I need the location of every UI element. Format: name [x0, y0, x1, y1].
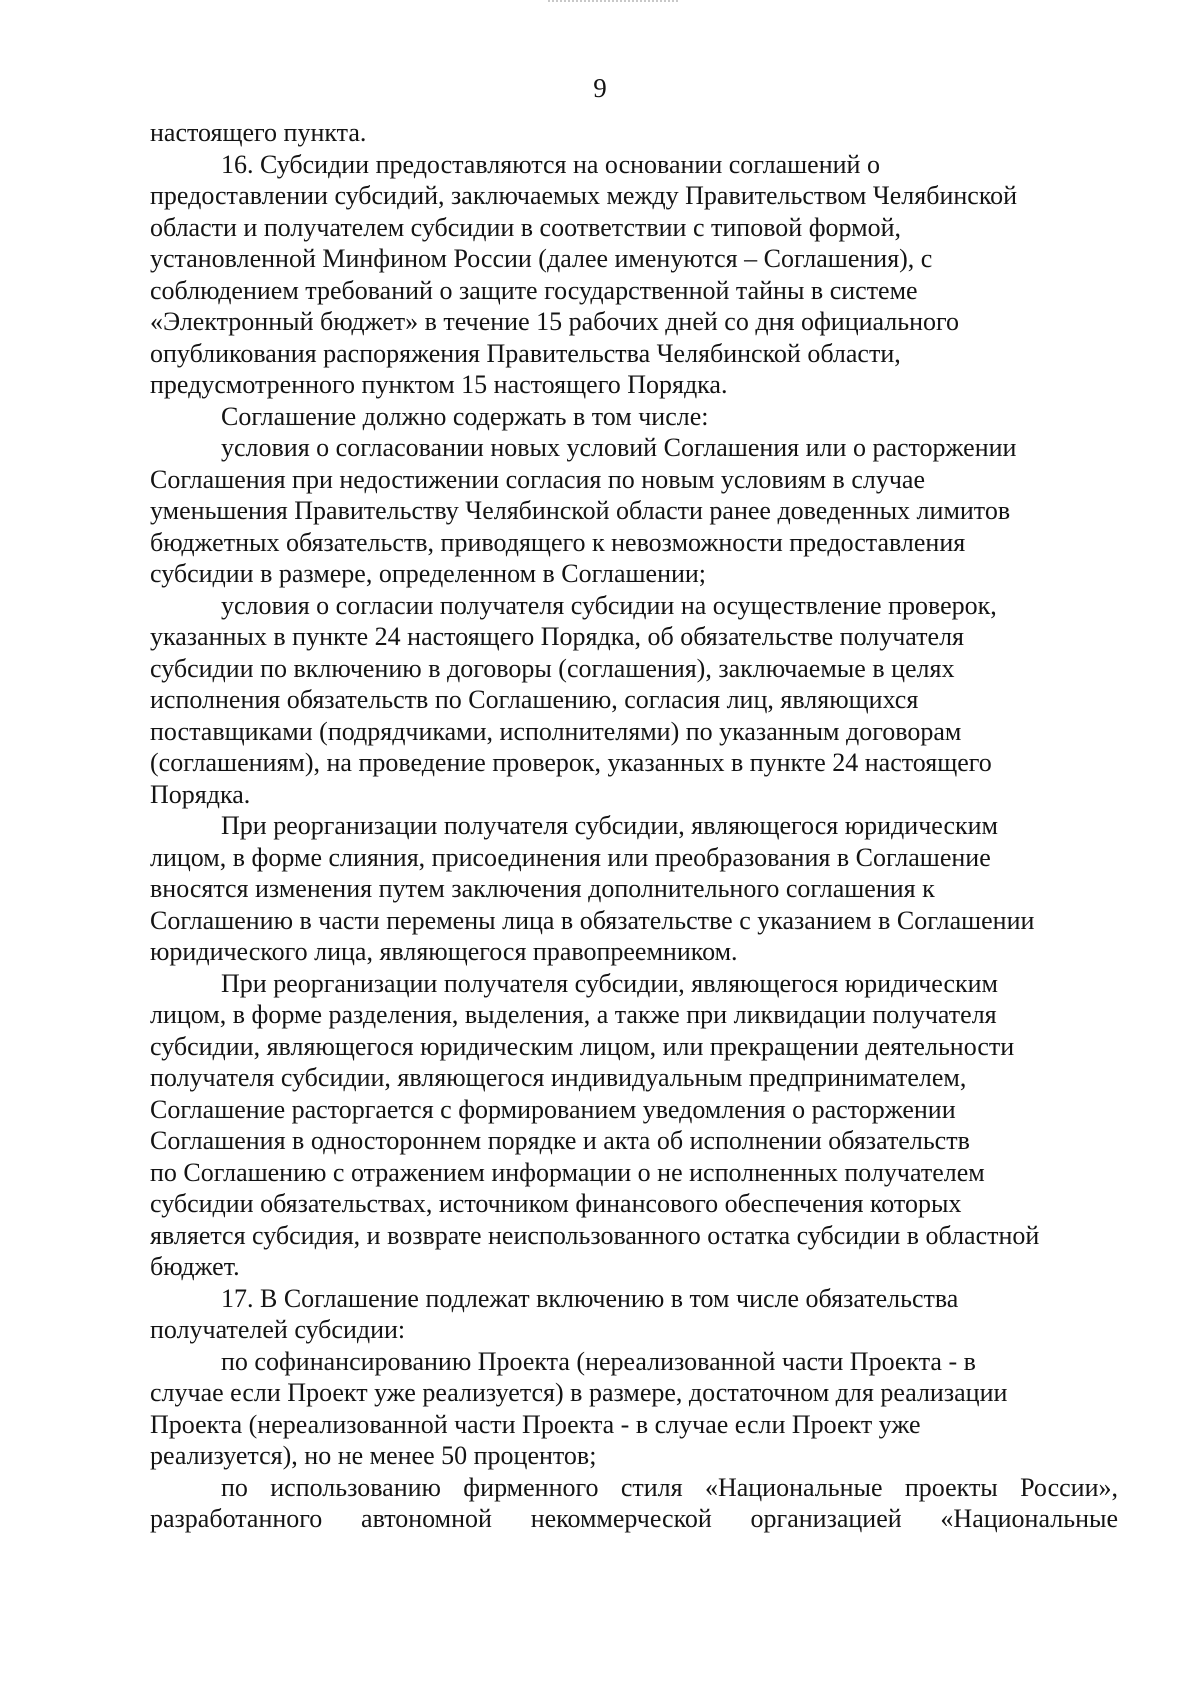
paragraph [150, 117, 1118, 149]
text-line: опубликования распоряжения Правительства Челябинской области, [150, 338, 901, 368]
text-line: 16. Субсидии предоставляются на основании соглашений о [221, 149, 880, 179]
text-line: поставщиками (подрядчиками, исполнителями) по указанным договорам [150, 716, 962, 746]
text-line: «Электронный бюджет» в течение 15 рабочих дней со дня официального [150, 307, 960, 336]
paragraph [150, 432, 1118, 590]
text-line: (соглашениям), на проведение проверок, указанных в пункте 24 настоящего [150, 748, 992, 777]
text-line: При реорганизации получателя субсидии, являющегося юридическим [221, 968, 998, 998]
text-line: субсидии по включению в договоры (соглашения), заключаемые в целях [150, 653, 955, 683]
paragraph [150, 401, 1118, 433]
text-line: При реорганизации получателя субсидии, являющегося юридическим [221, 811, 998, 840]
text-line: установленной Минфином России (далее именуются – Соглашения), с [150, 244, 933, 273]
text-line: Соглашения при недостижении согласия по новым условиям в случае [150, 464, 925, 494]
text-line: субсидии в размере, определенном в Соглашении; [150, 559, 707, 588]
paragraph [150, 968, 1118, 1283]
text-line: по Соглашению с отражением информации о не исполненных получателем [150, 1157, 985, 1187]
text-line: по софинансированию Проекта (нереализованной части Проекта - в [221, 1346, 976, 1376]
text-line: исполнения обязательств по Соглашению, согласия лиц, являющихся [150, 685, 919, 714]
text-line: бюджетных обязательств, приводящего к невозможности предоставления [150, 527, 966, 557]
text-line: получателей субсидии: [150, 1315, 406, 1344]
text-line: указанных в пункте 24 настоящего Порядка, об обязательстве получателя [150, 622, 965, 651]
text-line: соблюдением требований о защите государственной тайны в системе [150, 275, 918, 305]
paragraph [150, 590, 1118, 811]
text-line: является субсидия, и возврате неиспользованного остатка субсидии в областной [150, 1220, 1040, 1250]
paragraph [150, 1346, 1118, 1472]
text-line: Проекта (нереализованной части Проекта - в случае если Проект уже [150, 1409, 921, 1439]
paragraph [150, 810, 1118, 968]
text-line: Порядка. [150, 779, 251, 809]
text-line: уменьшения Правительству Челябинской области ранее доведенных лимитов [150, 496, 1011, 525]
paragraph [150, 1472, 1118, 1535]
text-line: настоящего пункта. [150, 118, 367, 147]
text-line: лицом, в форме слияния, присоединения или преобразования в Соглашение [150, 842, 991, 872]
text-line: бюджет. [150, 1252, 240, 1281]
text-line: получателя субсидии, являющегося индивидуальным предпринимателем, [150, 1063, 967, 1092]
text-line: предусмотренного пунктом 15 настоящего Порядка. [150, 370, 728, 399]
text-line: Соглашение должно содержать в том числе: [221, 401, 709, 431]
text-line: Соглашению в части перемены лица в обязательстве с указанием в Соглашении [150, 905, 1035, 935]
text-line: вносятся изменения путем заключения дополнительного соглашения к [150, 874, 935, 903]
page-number: 9 [593, 73, 607, 103]
text-line: 17. В Соглашение подлежат включению в том числе обязательства [221, 1283, 959, 1313]
text-line: реализуется), но не менее 50 процентов; [150, 1441, 597, 1470]
text-line: условия о согласии получателя субсидии на осуществление проверок, [221, 590, 997, 620]
text-line: субсидии обязательствах, источником финансового обеспечения которых [150, 1189, 962, 1218]
text-line: Соглашения в одностороннем порядке и акта об исполнении обязательств [150, 1126, 970, 1155]
text-line: Соглашение расторгается с формированием уведомления о расторжении [150, 1094, 956, 1124]
text-line: области и получателем субсидии в соответствии с типовой формой, [150, 212, 902, 242]
text-line: по использованию фирменного стиля «Национальные проекты России», [221, 1472, 1118, 1502]
text-line: случае если Проект уже реализуется) в размере, достаточном для реализации [150, 1378, 1008, 1407]
paragraph-16 [150, 149, 1118, 401]
text-line: юридического лица, являющегося правопреемником. [150, 937, 738, 966]
paragraph-17 [150, 1283, 1118, 1346]
document-body [150, 117, 1118, 1535]
text-line: предоставлении субсидий, заключаемых между Правительством Челябинской [150, 181, 1018, 210]
text-line: разработанного автономной некоммерческой организацией «Национальные [150, 1504, 1118, 1533]
text-line: условия о согласовании новых условий Соглашения или о расторжении [221, 433, 1017, 462]
scan-artifact [548, 0, 678, 6]
text-line: лицом, в форме разделения, выделения, а также при ликвидации получателя [150, 1000, 997, 1029]
text-line: субсидии, являющегося юридическим лицом, или прекращении деятельности [150, 1031, 1015, 1061]
